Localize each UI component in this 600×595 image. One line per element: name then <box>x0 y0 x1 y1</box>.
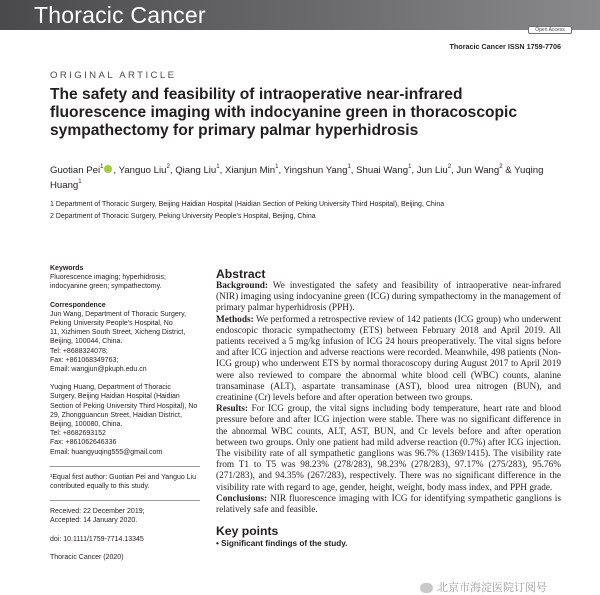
keywords-heading: Keywords <box>50 265 84 272</box>
results-text: For ICG group, the vital signs including body temperature, heart rate and blood pressure before and after ICG injection were stable. There was no significant difference in the abnormal WBC counts, ALT, AST, BUN, and Cr levels before and after operation between two groups. Only one patient had mild adverse reaction (0.7%) after ICG injection. The visibility rate of all sympathetic ganglions was 96.7% (1369/1415). The visibility rate from T1 to T5 was 98.23% (278/283), 98.23% (278/283), 97.17% (275/283), 95.76% (271/283), and 94.35% (267/283), respectively. There was no significant difference in the visibility rate with regard to age, gender, height, weight, body mass index, and PPH grade. <box>216 404 561 493</box>
correspondence-1 <box>50 310 200 374</box>
open-access-badge: Open Access <box>528 26 572 34</box>
background-text: We investigated the safety and feasibility of intraoperative near-infrared (NIR) imaging using indocyanine green (ICG) during sympathectomy in the management of primary palmar hyperhidrosis (PPH). <box>216 281 561 314</box>
author-name: Shuai Wang <box>356 165 409 176</box>
correspondence-2 <box>50 383 200 457</box>
keywords-text: Fluorescence imaging; hyperhidrosis; indocyanine green; sympathectomy. <box>50 274 166 291</box>
author-separator: , <box>219 165 225 176</box>
correspondence-line: Yuqing Huang, Department of Thoracic <box>50 384 171 392</box>
author-name: Jun Liu <box>416 165 448 176</box>
correspondence-line: Tel: +8682693152 <box>50 430 106 438</box>
author-separator: , <box>113 165 119 176</box>
article-title: The safety and feasibility of intraoperative near-infrared fluorescence imaging with indocyanine green in thoracoscopic sympathectomy for primary palmar hyperhidrosis <box>50 86 518 139</box>
affiliation-2: 2 Department of Thoracic Surgery, Peking University People's Hospital, Beijing, China <box>50 212 316 220</box>
background-label: Background: <box>216 281 269 291</box>
watermark <box>420 579 547 595</box>
keywords-block <box>50 264 200 292</box>
correspondence-line: Fax: +861062646336 <box>50 439 117 447</box>
correspondence-block <box>50 301 200 457</box>
abstract-background <box>216 281 561 315</box>
author-name: Yanguo Liu <box>118 165 167 176</box>
author-name: Guotian Pei <box>50 165 101 176</box>
conclusions-text: NIR fluorescence imaging with ICG for identifying sympathetic ganglions is relatively safe and feasible. <box>216 493 562 516</box>
author-separator: , <box>350 165 357 176</box>
methods-text: We performed a retrospective review of 142 patients (ICG group) who underwent endoscopic thoracic sympathectomy (ETS) between February 2018 and April 2019. All patients received a 5 mg/kg infusion of ICG 24 hours preoperatively. The vital signs before and after ICG injection and adverse reactions were recorded. Meanwhile, 498 patients (Non-ICG group) who underwent ETS by normal thoracoscopy during August 2017 to April 2019 were also reviewed to compare the abnormal white blood cell (WBC) counts, alanine transaminase (ALT), aspartate transaminase (AST), blood urea nitrogen (BUN), and creatinine (Cr) levels before and after operation between two groups. <box>216 314 562 404</box>
email-link[interactable]: Email: wangjun@pkuph.edu.cn <box>50 366 147 374</box>
author-name: Qiang Liu <box>175 165 217 176</box>
abstract-section <box>216 267 561 549</box>
doi-link[interactable]: doi: 10.1111/1759-7714.13345 <box>50 535 144 543</box>
results-label: Results: <box>216 404 249 415</box>
accepted-date: Accepted: 14 January 2020. <box>50 517 138 525</box>
banner-bar <box>0 0 600 30</box>
correspondence-line: Beijing, 100080, China. <box>50 421 123 429</box>
journal-banner <box>0 0 600 30</box>
author-separator: , <box>411 165 417 176</box>
correspondence-line: 11, Xizhimen South Street, Xicheng District, <box>50 329 186 337</box>
author-separator: , <box>278 165 284 176</box>
author-affiliation-marker: 1 <box>275 164 279 170</box>
author-separator: , <box>451 165 457 176</box>
received-date: Received: 22 December 2019; <box>50 508 145 516</box>
equal-contribution-note: ¹Equal first author: Guotian Pei and Yanguo Liu contributed equally to this study. <box>50 473 197 491</box>
author-affiliation-marker: 2 <box>166 164 170 170</box>
correspondence-line: Jun Wang, Department of Thoracic Surgery, <box>50 310 187 318</box>
correspondence-line: Surgery, Beijing Haidian Hospital (Haidian <box>50 393 180 401</box>
author-affiliation-marker: 1 <box>100 164 104 170</box>
author-name: Xianjun Min <box>224 165 276 176</box>
abstract-methods <box>216 315 561 405</box>
author-affiliation-marker: 1 <box>216 164 220 170</box>
author-affiliation-marker: 1 <box>408 164 412 170</box>
key-point-item: • Significant findings of the study. <box>216 539 348 549</box>
correspondence-line: Beijing, 100044, China. <box>50 338 123 346</box>
key-points-heading: Key points <box>216 524 279 539</box>
affiliations <box>50 199 560 222</box>
author-separator: & <box>502 165 515 176</box>
conclusions-label: Conclusions: <box>216 493 268 504</box>
journal-year: Thoracic Cancer (2020) <box>50 553 124 561</box>
methods-label: Methods: <box>216 314 254 325</box>
author-affiliation-marker: 2 <box>499 164 503 170</box>
sidebar <box>50 264 200 562</box>
author-affiliation-marker: 1 <box>347 164 351 170</box>
issn-line: Thoracic Cancer ISSN 1759-7706 <box>449 42 561 51</box>
journal-name: Thoracic Cancer <box>34 2 206 28</box>
correspondence-line: Section of Peking University Third Hospital), No <box>50 402 198 410</box>
abstract-results <box>216 404 561 494</box>
author-affiliation-marker: 2 <box>447 164 452 170</box>
section-label: ORIGINAL ARTICLE <box>50 70 177 81</box>
correspondence-line: Peking University People's Hospital, No <box>50 320 173 328</box>
divider <box>50 466 200 467</box>
affiliation-1: 1 Department of Thoracic Surgery, Beijing Haidian Hospital (Haidian Section of Peking University Third Hospital), Beijing, China <box>50 201 445 208</box>
correspondence-line: Fax: +861068349763; <box>50 356 119 364</box>
divider <box>50 500 200 501</box>
abstract-conclusions <box>216 494 561 516</box>
orcid-icon[interactable] <box>104 165 112 173</box>
wechat-icon <box>420 583 433 593</box>
correspondence-heading: Correspondence <box>50 301 106 309</box>
correspondence-line: Tel: +8688324078; <box>50 347 108 355</box>
watermark-text: 北京市海淀医院订阅号 <box>437 581 547 594</box>
author-list <box>50 163 560 193</box>
author-affiliation-marker: 1 <box>78 179 82 185</box>
abstract-heading: Abstract <box>216 267 266 281</box>
author-name: Yuqing Huang <box>50 165 544 191</box>
author-name: Yingshun Yang <box>283 165 348 176</box>
author-separator: , <box>169 165 176 176</box>
correspondence-line: 29, Zhongguancun Street, Haidian District, <box>50 411 182 419</box>
email-link[interactable]: Email: huangyuqing555@gmail.com <box>50 448 163 456</box>
author-name: Jun Wang <box>456 165 500 176</box>
